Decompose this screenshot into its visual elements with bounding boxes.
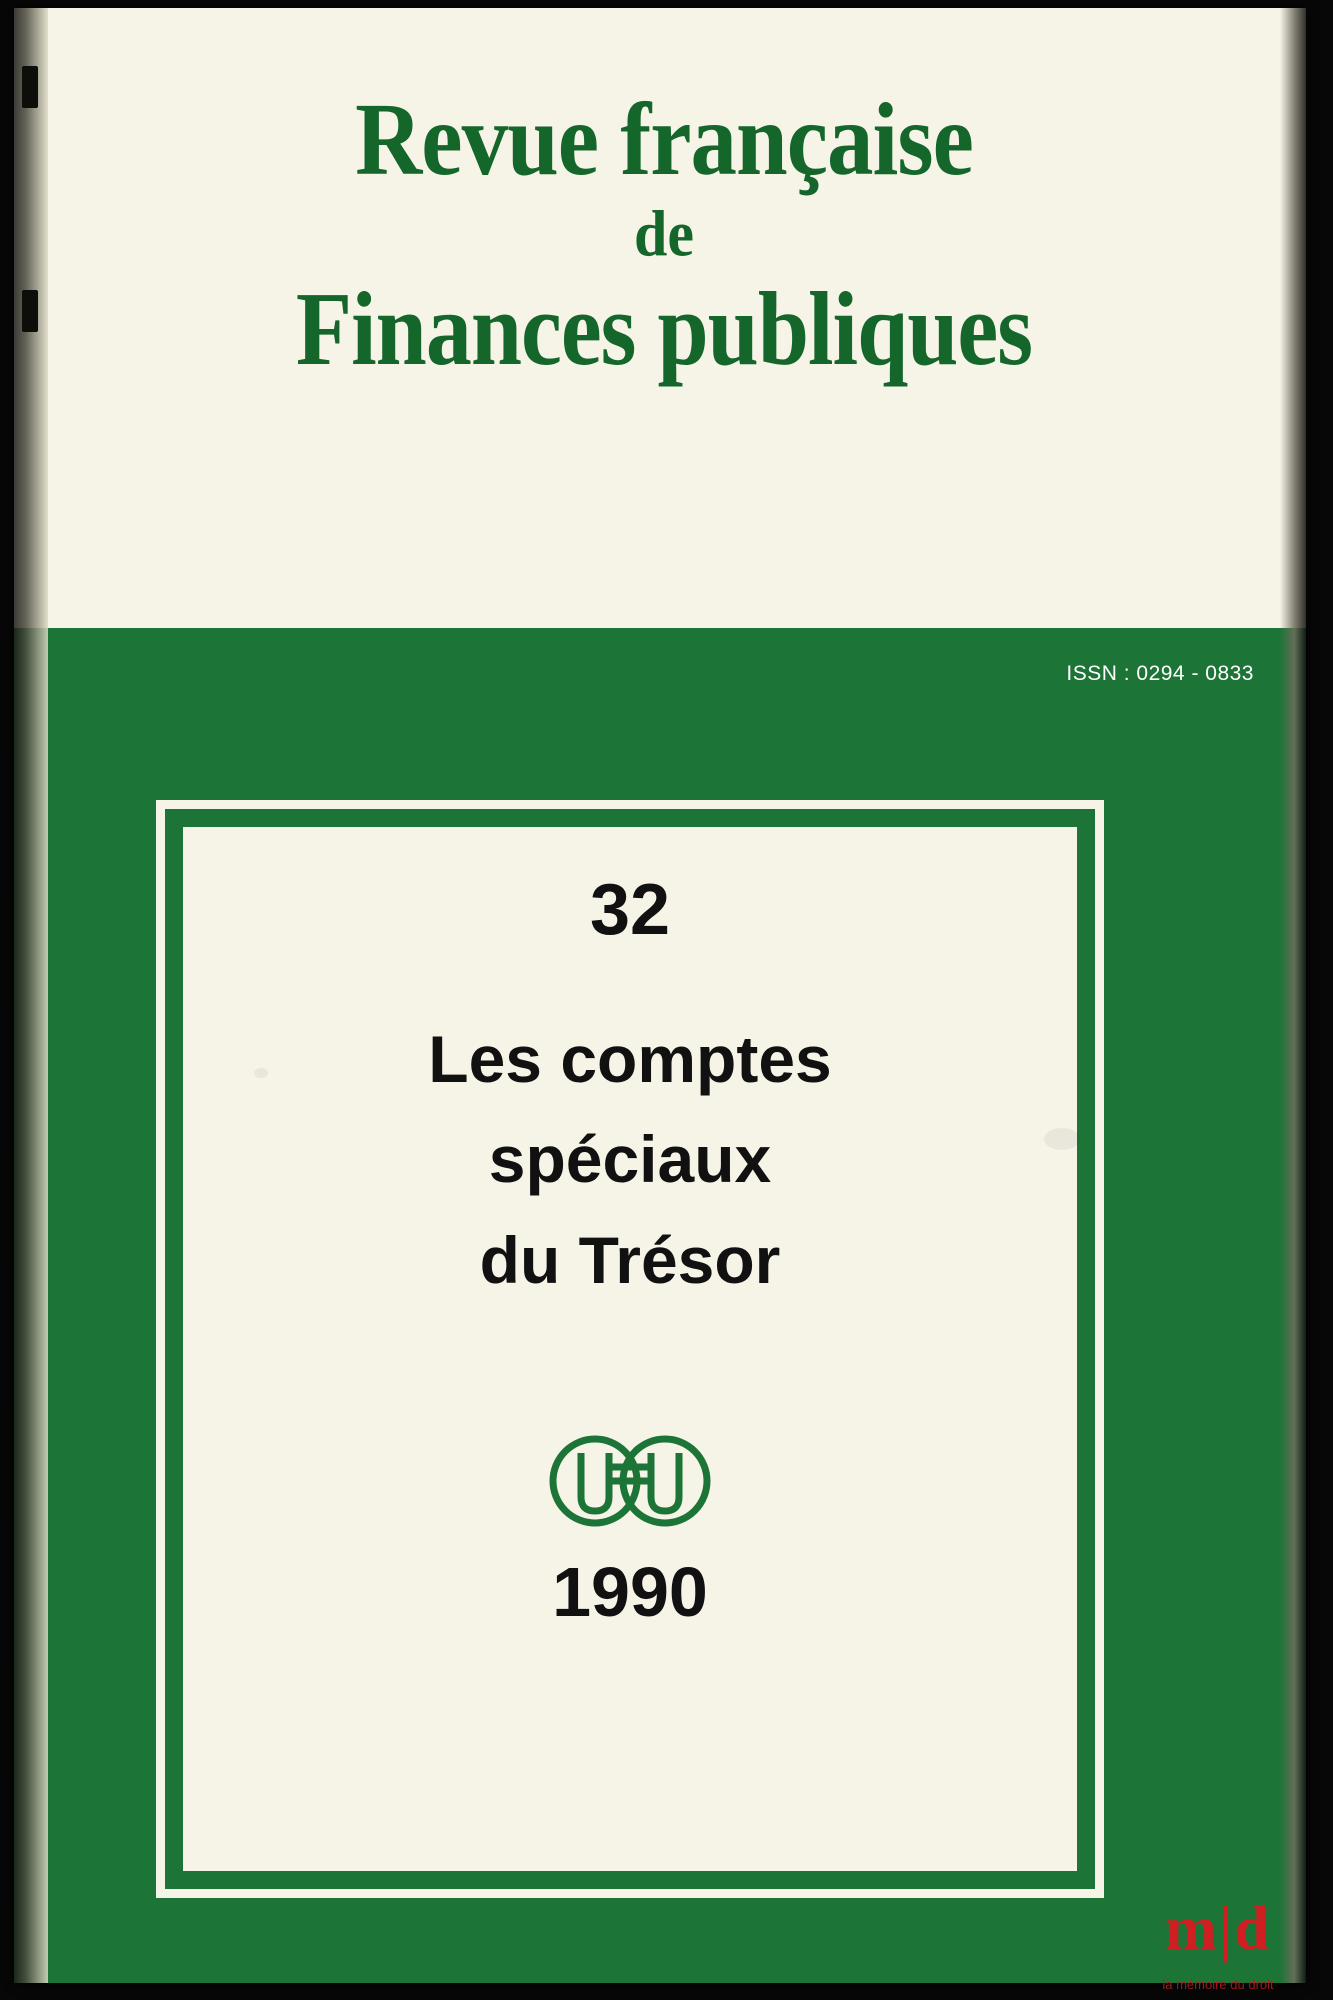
- spine-notch: [22, 290, 38, 332]
- issue-title-line-1: Les comptes: [428, 1022, 832, 1096]
- watermark-text: m|d: [1165, 1895, 1271, 1963]
- journal-title-band: [14, 8, 1306, 628]
- issue-title-line-3: du Trésor: [479, 1222, 781, 1297]
- watermark-subtitle: la mémoire du droit: [1162, 1977, 1274, 1992]
- journal-title-line-1: Revue française: [355, 81, 973, 198]
- cover-green-panel: [14, 628, 1306, 1983]
- book-cover-sheet: [14, 8, 1306, 1983]
- publication-year: 1990: [552, 1553, 708, 1631]
- book-right-edge-shadow: [1280, 8, 1306, 1983]
- issue-info-panel-inner: [183, 827, 1077, 1871]
- issue-number: 32: [589, 870, 671, 950]
- issue-title-line-2: spéciaux: [488, 1122, 772, 1197]
- spine-notch: [22, 66, 38, 108]
- issue-info-panel: [156, 800, 1104, 1898]
- issue-title: [223, 1009, 1037, 1310]
- watermark-logo: [1123, 1895, 1313, 1994]
- publisher-logo: [183, 1419, 1077, 1544]
- issn-label: ISSN : 0294 - 0833: [1066, 662, 1254, 685]
- journal-title: [48, 81, 1280, 387]
- journal-title-line-3: Finances publiques: [295, 270, 1033, 387]
- journal-title-line-2: de: [634, 196, 694, 270]
